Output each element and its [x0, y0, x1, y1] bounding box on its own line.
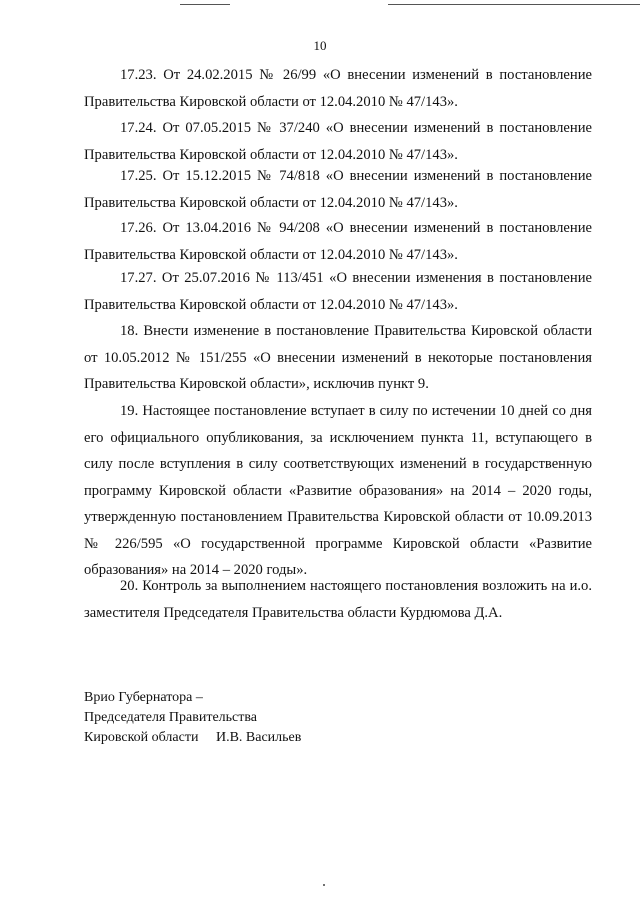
signature-title-line-2: Председателя Правительства: [84, 710, 258, 725]
paragraph-18: 18. Внести изменение в постановление Правительства Кировской области от 10.05.2012 № 151/255 «О внесении изменений в некоторые постановления Правительства Кировской области», исключив пункт 9.: [84, 323, 592, 392]
paragraph-17-25: 17.25. От 15.12.2015 № 74/818 «О внесении изменений в постановление Правительства Кировской области от 12.04.2010 № 47/143».: [84, 168, 592, 211]
signature-name-line: Кировской области И.В. Васильев: [84, 730, 302, 745]
paragraph-20: 20. Контроль за выполнением настоящего постановления возложить на и.о. заместителя Председателя Правительства области Курдюмова Д.А.: [84, 578, 592, 621]
scan-speck: [323, 884, 325, 886]
paragraph-17-27: 17.27. От 25.07.2016 № 113/451 «О внесении изменения в постановление Правительства Кировской области от 12.04.2010 № 47/143».: [84, 270, 592, 313]
paragraph-17-23: 17.23. От 24.02.2015 № 26/99 «О внесении изменений в постановление Правительства Кировской области от 12.04.2010 № 47/143».: [84, 67, 592, 110]
signature-block: [84, 688, 301, 748]
scan-edge-line: [180, 4, 230, 5]
paragraph-17-26: 17.26. От 13.04.2016 № 94/208 «О внесении изменений в постановление Правительства Кировской области от 12.04.2010 № 47/143».: [84, 220, 592, 263]
scan-edge-line: [388, 4, 640, 5]
paragraph-17-24: 17.24. От 07.05.2015 № 37/240 «О внесении изменений в постановление Правительства Кировской области от 12.04.2010 № 47/143».: [84, 120, 592, 163]
signature-title-line-1: Врио Губернатора –: [84, 690, 203, 705]
page-number: 10: [313, 38, 327, 53]
paragraph-19: 19. Настоящее постановление вступает в силу по истечении 10 дней со дня его официального опубликования, за исключением пункта 11, вступающего в силу после вступления в силу соответствующих изменений в государственную программу Кировской области «Развитие образования» на 2014 – 2020 годы, утвержденную постановлением Правительства Кировской области от 10.09.2013 № 226/595 «О государственной программе Кировской области «Развитие образования» на 2014 – 2020 годы».: [84, 403, 592, 578]
